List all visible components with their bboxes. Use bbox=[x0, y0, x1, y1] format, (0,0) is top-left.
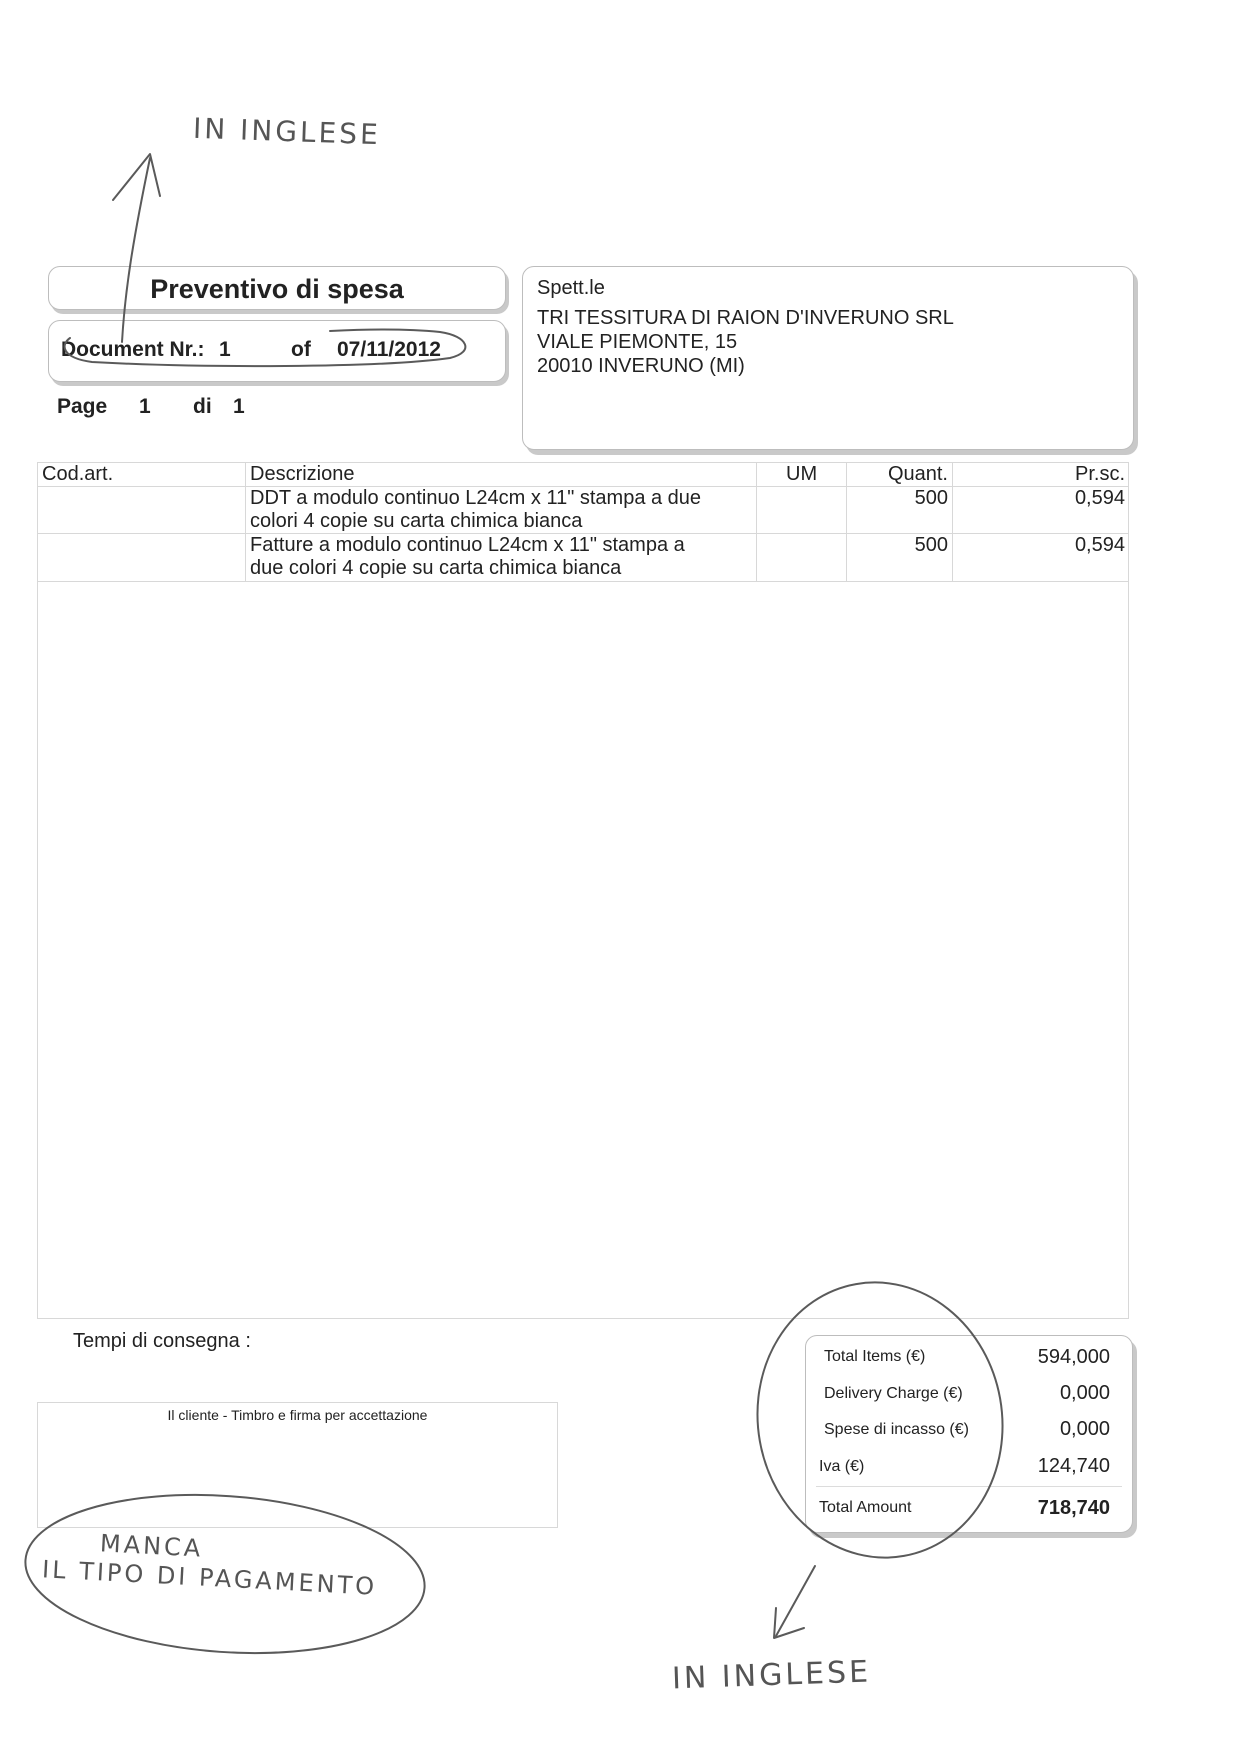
title-box bbox=[48, 266, 506, 310]
totals-box bbox=[805, 1335, 1133, 1533]
document-title: Preventivo di spesa bbox=[150, 274, 404, 304]
delivery-times-label: Tempi di consegna : bbox=[73, 1330, 251, 1352]
row-price: 0,594 bbox=[1074, 487, 1125, 509]
handwritten-note-top: IN INGLESE bbox=[192, 111, 382, 152]
column-divider bbox=[756, 463, 757, 581]
row-quantity: 500 bbox=[914, 487, 948, 509]
delivery-charge-label: Delivery Charge (€) bbox=[824, 1385, 963, 1402]
row-description-line: colori 4 copie su carta chimica bianca bbox=[250, 510, 583, 532]
total-amount-label: Total Amount bbox=[819, 1499, 912, 1516]
recipient-city: 20010 INVERUNO (MI) bbox=[537, 355, 745, 377]
document-date: 07/11/2012 bbox=[337, 338, 441, 361]
collection-fees-label: Spese di incasso (€) bbox=[824, 1421, 969, 1438]
page-label: Page bbox=[57, 395, 108, 418]
handwritten-note-bottom: IN INGLESE bbox=[671, 1654, 872, 1697]
row-description-line: due colori 4 copie su carta chimica bianca bbox=[250, 557, 622, 579]
vat-value: 124,740 bbox=[1037, 1455, 1110, 1477]
items-table bbox=[37, 462, 1129, 1319]
handwritten-note-missing: MANCA bbox=[99, 1529, 204, 1563]
total-items-label: Total Items (€) bbox=[824, 1348, 926, 1365]
signature-label: Il cliente - Timbro e firma per accettazione bbox=[167, 1407, 428, 1423]
arrow-line-bottom bbox=[776, 1566, 815, 1636]
row-price: 0,594 bbox=[1074, 534, 1125, 556]
collection-fees-value: 0,000 bbox=[1059, 1418, 1110, 1440]
column-header-um: UM bbox=[786, 463, 818, 485]
recipient-box bbox=[522, 266, 1134, 450]
document-info-box bbox=[48, 320, 506, 382]
arrow-line-top bbox=[122, 158, 150, 342]
page-number: 1 bbox=[139, 395, 151, 418]
column-header-code: Cod.art. bbox=[42, 463, 114, 485]
row-quantity: 500 bbox=[914, 534, 948, 556]
recipient-street: VIALE PIEMONTE, 15 bbox=[537, 331, 738, 353]
signature-box bbox=[37, 1402, 558, 1528]
total-amount-value: 718,740 bbox=[1037, 1497, 1110, 1519]
column-header-price: Pr.sc. bbox=[1074, 463, 1125, 485]
handwritten-note-payment: IL TIPO DI PAGAMENTO bbox=[41, 1555, 378, 1601]
di-label: di bbox=[193, 395, 212, 418]
document-number-label: Document Nr.: bbox=[61, 338, 205, 361]
total-items-value: 594,000 bbox=[1037, 1346, 1110, 1368]
column-header-description: Descrizione bbox=[250, 463, 355, 485]
vat-label: Iva (€) bbox=[819, 1458, 865, 1475]
arrowhead-bottom bbox=[774, 1608, 804, 1638]
row-description-line: DDT a modulo continuo L24cm x 11" stampa a due bbox=[250, 487, 702, 509]
column-divider bbox=[245, 463, 246, 581]
row-description-line: Fatture a modulo continuo L24cm x 11" stampa a bbox=[250, 534, 685, 556]
recipient-name: TRI TESSITURA DI RAION D'INVERUNO SRL bbox=[537, 307, 954, 329]
arrowhead-top bbox=[113, 154, 160, 200]
of-label: of bbox=[291, 338, 311, 361]
row-divider bbox=[38, 581, 1128, 582]
column-header-quantity: Quant. bbox=[887, 463, 948, 485]
recipient-salutation: Spett.le bbox=[537, 277, 605, 299]
page-total: 1 bbox=[233, 395, 245, 418]
document-number: 1 bbox=[219, 338, 231, 361]
delivery-charge-value: 0,000 bbox=[1059, 1382, 1110, 1404]
totals-separator bbox=[816, 1486, 1122, 1487]
